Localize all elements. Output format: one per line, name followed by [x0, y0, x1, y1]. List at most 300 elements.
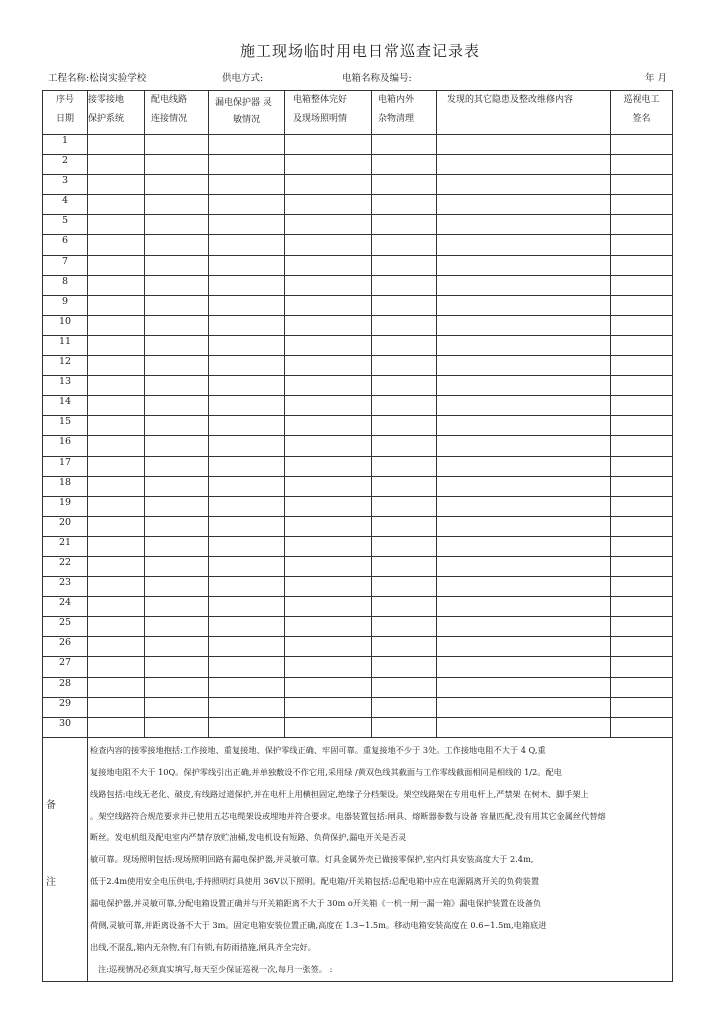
table-cell[interactable] — [437, 476, 611, 496]
table-cell[interactable] — [611, 717, 673, 737]
table-cell[interactable] — [611, 195, 673, 215]
box-name-label: 电箱名称及编号: — [342, 73, 412, 84]
row-number: 16 — [43, 436, 88, 456]
table-row — [43, 175, 673, 195]
notes-line: 断丝。发电机组及配电室内严禁存放贮油桶,发电机设有短路、负荷保护,漏电开关是否灵 — [90, 832, 407, 843]
notes-line: 出线,不混乱,箱内无杂物,有门有锁,有防雨措施,闸具齐全完好。 — [90, 941, 316, 952]
row-number: 3 — [43, 175, 88, 195]
notes-line: 复接地电阻不大于 10Q。保护零线引出正确,并单独敷设不作它用,采用绿 /黄双色线其截面与工作零线截面相同是相线的 1/2。配电 — [90, 766, 562, 777]
row-number: 15 — [43, 416, 88, 436]
table-cell[interactable] — [285, 295, 372, 315]
row-number: 29 — [43, 697, 88, 717]
notes-row — [43, 737, 673, 981]
table-cell[interactable] — [285, 456, 372, 476]
table-cell[interactable] — [145, 295, 209, 315]
table-cell[interactable] — [285, 335, 372, 355]
table-cell[interactable] — [209, 295, 285, 315]
table-row — [43, 516, 673, 536]
table-cell[interactable] — [88, 195, 145, 215]
table-cell[interactable] — [285, 315, 372, 335]
table-cell[interactable] — [372, 215, 437, 235]
table-cell[interactable] — [372, 376, 437, 396]
table-cell[interactable] — [437, 697, 611, 717]
table-cell[interactable] — [209, 657, 285, 677]
table-cell[interactable] — [88, 536, 145, 556]
year-month-label: 年 月 — [645, 73, 668, 84]
table-cell[interactable] — [88, 556, 145, 576]
project-name: 工程名称:松岗实验学校 — [48, 73, 147, 84]
row-number: 22 — [43, 556, 88, 576]
table-cell[interactable] — [209, 697, 285, 717]
col-header-wiring: 配电线路 连接情况 — [145, 91, 209, 135]
table-cell[interactable] — [437, 335, 611, 355]
table-cell[interactable] — [372, 155, 437, 175]
row-number: 19 — [43, 496, 88, 516]
table-row — [43, 356, 673, 376]
table-cell[interactable] — [285, 235, 372, 255]
notes-line: 敏可靠。现场照明包括:现场照明回路有漏电保护器,并灵敏可靠。灯具金属外壳已做接零保护,室内灯具安装高度大于 2.4m, — [90, 854, 534, 865]
table-row — [43, 717, 673, 737]
table-cell[interactable] — [437, 456, 611, 476]
table-cell[interactable] — [209, 195, 285, 215]
table-cell[interactable] — [372, 657, 437, 677]
table-cell[interactable] — [372, 496, 437, 516]
table-cell[interactable] — [285, 195, 372, 215]
table-cell[interactable] — [285, 416, 372, 436]
table-cell[interactable] — [145, 356, 209, 376]
power-supply-label: 供电方式: — [222, 73, 264, 84]
table-cell[interactable] — [437, 376, 611, 396]
table-cell[interactable] — [285, 255, 372, 275]
table-cell[interactable] — [285, 175, 372, 195]
table-row — [43, 315, 673, 335]
table-cell[interactable] — [437, 315, 611, 335]
row-number: 4 — [43, 195, 88, 215]
table-cell[interactable] — [88, 215, 145, 235]
table-cell[interactable] — [437, 677, 611, 697]
notes-label-top: 备 — [46, 799, 56, 811]
table-cell[interactable] — [145, 476, 209, 496]
table-cell[interactable] — [145, 195, 209, 215]
table-cell[interactable] — [437, 617, 611, 637]
table-cell[interactable] — [372, 396, 437, 416]
notes-label-bottom: 注 — [46, 876, 56, 888]
table-cell[interactable] — [611, 496, 673, 516]
table-row — [43, 577, 673, 597]
table-cell[interactable] — [285, 597, 372, 617]
notes-line: 。架空线路符合规范要求并已使用五芯电缆架设或埋地并符合要求。电器装置包括:闸具、熔断器参数与设备 容量匹配,没有用其它金属丝代替熔 — [90, 810, 606, 821]
table-cell[interactable] — [611, 617, 673, 637]
table-cell[interactable] — [372, 436, 437, 456]
row-number: 17 — [43, 456, 88, 476]
table-cell[interactable] — [88, 175, 145, 195]
table-cell[interactable] — [611, 235, 673, 255]
table-cell[interactable] — [145, 275, 209, 295]
table-cell[interactable] — [437, 536, 611, 556]
table-cell[interactable] — [209, 315, 285, 335]
table-cell[interactable] — [611, 677, 673, 697]
table-cell[interactable] — [372, 315, 437, 335]
table-cell[interactable] — [88, 376, 145, 396]
table-cell[interactable] — [285, 697, 372, 717]
table-cell[interactable] — [209, 617, 285, 637]
table-cell[interactable] — [145, 556, 209, 576]
table-cell[interactable] — [285, 577, 372, 597]
table-cell[interactable] — [145, 617, 209, 637]
table-cell[interactable] — [145, 235, 209, 255]
col-header-hazards: 发现的其它隐患及整改维修内容 — [437, 91, 611, 135]
row-number: 5 — [43, 215, 88, 235]
row-number: 18 — [43, 476, 88, 496]
table-cell[interactable] — [88, 597, 145, 617]
table-cell[interactable] — [372, 335, 437, 355]
table-cell[interactable] — [372, 617, 437, 637]
row-number: 12 — [43, 356, 88, 376]
table-cell[interactable] — [88, 436, 145, 456]
table-cell[interactable] — [285, 637, 372, 657]
table-cell[interactable] — [611, 657, 673, 677]
table-cell[interactable] — [372, 195, 437, 215]
table-cell[interactable] — [209, 556, 285, 576]
table-cell[interactable] — [145, 215, 209, 235]
table-cell[interactable] — [285, 717, 372, 737]
row-number: 20 — [43, 516, 88, 536]
col-header-grounding: 接零接地 保护系统 — [88, 91, 145, 135]
table-cell[interactable] — [611, 597, 673, 617]
table-cell[interactable] — [285, 516, 372, 536]
table-cell[interactable] — [145, 456, 209, 476]
row-number: 21 — [43, 536, 88, 556]
row-number: 6 — [43, 235, 88, 255]
table-cell[interactable] — [611, 175, 673, 195]
table-cell[interactable] — [209, 235, 285, 255]
table-cell[interactable] — [209, 215, 285, 235]
table-cell[interactable] — [145, 436, 209, 456]
table-cell[interactable] — [145, 376, 209, 396]
col-header-signature: 巡视电工 签名 — [611, 91, 673, 135]
table-cell[interactable] — [285, 155, 372, 175]
table-cell[interactable] — [88, 577, 145, 597]
table-cell[interactable] — [437, 416, 611, 436]
table-cell[interactable] — [209, 637, 285, 657]
table-cell[interactable] — [372, 456, 437, 476]
table-cell[interactable] — [372, 536, 437, 556]
table-cell[interactable] — [437, 717, 611, 737]
table-row — [43, 597, 673, 617]
table-cell[interactable] — [209, 376, 285, 396]
table-cell[interactable] — [209, 476, 285, 496]
table-cell[interactable] — [88, 416, 145, 436]
table-cell[interactable] — [88, 356, 145, 376]
table-cell[interactable] — [145, 577, 209, 597]
table-row — [43, 556, 673, 576]
table-cell[interactable] — [611, 396, 673, 416]
table-cell[interactable] — [372, 175, 437, 195]
table-cell[interactable] — [611, 135, 673, 155]
table-cell[interactable] — [611, 376, 673, 396]
table-cell[interactable] — [372, 255, 437, 275]
table-row — [43, 476, 673, 496]
table-cell[interactable] — [209, 416, 285, 436]
table-cell[interactable] — [372, 577, 437, 597]
table-cell[interactable] — [209, 597, 285, 617]
table-cell[interactable] — [372, 717, 437, 737]
table-cell[interactable] — [611, 637, 673, 657]
table-row — [43, 677, 673, 697]
table-cell[interactable] — [285, 617, 372, 637]
table-row — [43, 215, 673, 235]
page-title: 施工现场临时用电日常巡查记录表 — [239, 42, 480, 60]
table-cell[interactable] — [145, 135, 209, 155]
table-cell[interactable] — [145, 496, 209, 516]
table-row — [43, 195, 673, 215]
table-cell[interactable] — [611, 416, 673, 436]
table-row — [43, 295, 673, 315]
table-cell[interactable] — [372, 476, 437, 496]
table-cell[interactable] — [437, 496, 611, 516]
table-cell[interactable] — [437, 235, 611, 255]
table-row — [43, 155, 673, 175]
row-number: 24 — [43, 597, 88, 617]
table-cell[interactable] — [285, 496, 372, 516]
table-cell[interactable] — [611, 315, 673, 335]
notes-label — [43, 737, 88, 981]
table-cell[interactable] — [88, 135, 145, 155]
table-cell[interactable] — [88, 476, 145, 496]
table-row — [43, 135, 673, 155]
row-number: 27 — [43, 657, 88, 677]
table-cell[interactable] — [209, 677, 285, 697]
table-cell[interactable] — [285, 135, 372, 155]
table-cell[interactable] — [88, 677, 145, 697]
row-number: 7 — [43, 255, 88, 275]
table-cell[interactable] — [437, 295, 611, 315]
table-cell[interactable] — [209, 516, 285, 536]
row-number: 2 — [43, 155, 88, 175]
table-cell[interactable] — [209, 135, 285, 155]
table-cell[interactable] — [145, 597, 209, 617]
table-cell[interactable] — [209, 717, 285, 737]
row-number: 26 — [43, 637, 88, 657]
table-cell[interactable] — [209, 396, 285, 416]
table-cell[interactable] — [285, 436, 372, 456]
table-cell[interactable] — [285, 275, 372, 295]
table-cell[interactable] — [88, 697, 145, 717]
table-cell[interactable] — [88, 637, 145, 657]
notes-line: 线路包括:电线无老化、破皮,有线路过道保护,并在电杆上用横担固定,绝缘子分档架设。架空线路架在专用电杆上,严禁架 在树木、脚手架上 — [90, 788, 589, 799]
table-row — [43, 436, 673, 456]
table-cell[interactable] — [437, 135, 611, 155]
table-cell[interactable] — [372, 135, 437, 155]
table-cell[interactable] — [611, 356, 673, 376]
table-cell[interactable] — [145, 657, 209, 677]
table-cell[interactable] — [611, 556, 673, 576]
table-cell[interactable] — [145, 416, 209, 436]
table-cell[interactable] — [611, 275, 673, 295]
table-row — [43, 496, 673, 516]
table-row — [43, 637, 673, 657]
table-cell[interactable] — [209, 275, 285, 295]
notes-line: 荷侧,灵敏可靠,并距离设备不大于 3m。固定电箱安装位置正确,高度在 1.3~1.5m。移动电箱安装高度在 0.6~1.5m,电箱底进 — [90, 920, 547, 931]
table-cell[interactable] — [437, 255, 611, 275]
row-number: 23 — [43, 577, 88, 597]
table-row — [43, 617, 673, 637]
table-row — [43, 536, 673, 556]
table-cell[interactable] — [372, 416, 437, 436]
table-cell[interactable] — [437, 577, 611, 597]
table-cell[interactable] — [437, 195, 611, 215]
table-cell[interactable] — [372, 275, 437, 295]
table-cell[interactable] — [145, 396, 209, 416]
table-cell[interactable] — [145, 315, 209, 335]
col-header-seq: 序号 日期 — [43, 91, 88, 135]
table-cell[interactable] — [209, 496, 285, 516]
table-row — [43, 697, 673, 717]
table-cell[interactable] — [88, 617, 145, 637]
table-cell[interactable] — [88, 155, 145, 175]
table-cell[interactable] — [88, 717, 145, 737]
table-cell[interactable] — [437, 556, 611, 576]
table-cell[interactable] — [88, 315, 145, 335]
notes-line: 检查内容的接零接地抱括:工作接地、重复接地、保护零线正确、牢固可靠。重复接地不少于 3处。工作接地电阻不大于 4 Q,重 — [90, 744, 546, 755]
table-cell[interactable] — [611, 155, 673, 175]
header-row — [43, 91, 673, 135]
table-cell[interactable] — [437, 356, 611, 376]
table-cell[interactable] — [437, 657, 611, 677]
table-cell[interactable] — [437, 155, 611, 175]
table-cell[interactable] — [611, 436, 673, 456]
table-row — [43, 416, 673, 436]
table-cell[interactable] — [372, 697, 437, 717]
table-cell[interactable] — [437, 275, 611, 295]
table-cell[interactable] — [611, 295, 673, 315]
table-cell[interactable] — [285, 396, 372, 416]
table-row — [43, 396, 673, 416]
row-number: 13 — [43, 376, 88, 396]
table-cell[interactable] — [611, 577, 673, 597]
table-cell[interactable] — [611, 215, 673, 235]
row-number: 25 — [43, 617, 88, 637]
col-header-box-condition: 电箱整体完好 及现场照明情 — [285, 91, 372, 135]
notes-line: 低于2.4m使用安全电压供电,手持照明灯具使用 36V以下照明。配电箱/开关箱包括:总配电箱中应在电源隔离开关的负荷装置 — [90, 876, 540, 887]
table-row — [43, 335, 673, 355]
table-row — [43, 657, 673, 677]
inspection-table — [42, 90, 673, 982]
table-row — [43, 275, 673, 295]
table-cell[interactable] — [209, 536, 285, 556]
table-cell[interactable] — [437, 215, 611, 235]
table-cell[interactable] — [145, 637, 209, 657]
table-cell[interactable] — [285, 677, 372, 697]
table-row — [43, 376, 673, 396]
notes-line: 漏电保护器,并灵敏可靠,分配电箱设置正确并与开关箱距离不大于 30m o开关箱《一机一闸一漏一箱》漏电保护装置在设备负 — [90, 898, 542, 909]
table-cell[interactable] — [88, 275, 145, 295]
row-number: 11 — [43, 335, 88, 355]
table-cell[interactable] — [285, 215, 372, 235]
row-number: 9 — [43, 295, 88, 315]
table-cell[interactable] — [285, 657, 372, 677]
table-cell[interactable] — [88, 516, 145, 536]
table-cell[interactable] — [372, 356, 437, 376]
table-cell[interactable] — [285, 536, 372, 556]
table-cell[interactable] — [145, 536, 209, 556]
table-cell[interactable] — [437, 597, 611, 617]
table-cell[interactable] — [88, 335, 145, 355]
table-cell[interactable] — [209, 255, 285, 275]
table-cell[interactable] — [611, 456, 673, 476]
table-cell[interactable] — [285, 556, 372, 576]
row-number: 8 — [43, 275, 88, 295]
table-cell[interactable] — [88, 255, 145, 275]
table-cell[interactable] — [88, 456, 145, 476]
table-row — [43, 255, 673, 275]
table-cell[interactable] — [209, 436, 285, 456]
table-cell[interactable] — [209, 175, 285, 195]
table-cell[interactable] — [145, 677, 209, 697]
row-number: 30 — [43, 717, 88, 737]
table-cell[interactable] — [209, 356, 285, 376]
table-row — [43, 456, 673, 476]
table-cell[interactable] — [372, 295, 437, 315]
table-cell[interactable] — [437, 396, 611, 416]
table-cell[interactable] — [372, 556, 437, 576]
table-cell[interactable] — [88, 657, 145, 677]
row-number: 28 — [43, 677, 88, 697]
notes-body — [88, 737, 673, 981]
table-cell[interactable] — [372, 597, 437, 617]
table-cell[interactable] — [611, 536, 673, 556]
table-cell[interactable] — [285, 356, 372, 376]
table-cell[interactable] — [145, 697, 209, 717]
table-cell[interactable] — [285, 376, 372, 396]
table-cell[interactable] — [372, 677, 437, 697]
table-cell[interactable] — [209, 335, 285, 355]
table-cell[interactable] — [145, 717, 209, 737]
table-cell[interactable] — [372, 516, 437, 536]
table-cell[interactable] — [88, 396, 145, 416]
table-cell[interactable] — [372, 637, 437, 657]
table-cell[interactable] — [209, 456, 285, 476]
col-header-debris: 电箱内外 杂物清理 — [372, 91, 437, 135]
table-cell[interactable] — [611, 255, 673, 275]
table-cell[interactable] — [209, 577, 285, 597]
table-cell[interactable] — [611, 697, 673, 717]
table-cell[interactable] — [145, 335, 209, 355]
table-row — [43, 235, 673, 255]
table-cell[interactable] — [285, 476, 372, 496]
col-header-leakage: 漏电保护器 灵 敏情况 — [209, 91, 285, 135]
row-number: 14 — [43, 396, 88, 416]
table-cell[interactable] — [437, 516, 611, 536]
table-cell[interactable] — [145, 516, 209, 536]
row-number: 10 — [43, 315, 88, 335]
table-cell[interactable] — [437, 637, 611, 657]
table-cell[interactable] — [88, 496, 145, 516]
row-number: 1 — [43, 135, 88, 155]
table-cell[interactable] — [437, 436, 611, 456]
table-cell[interactable] — [145, 155, 209, 175]
table-cell[interactable] — [611, 516, 673, 536]
table-cell[interactable] — [611, 335, 673, 355]
table-cell[interactable] — [209, 155, 285, 175]
table-cell[interactable] — [145, 175, 209, 195]
table-cell[interactable] — [372, 235, 437, 255]
table-cell[interactable] — [88, 235, 145, 255]
table-cell[interactable] — [437, 175, 611, 195]
table-cell[interactable] — [145, 255, 209, 275]
table-cell[interactable] — [88, 295, 145, 315]
table-cell[interactable] — [611, 476, 673, 496]
